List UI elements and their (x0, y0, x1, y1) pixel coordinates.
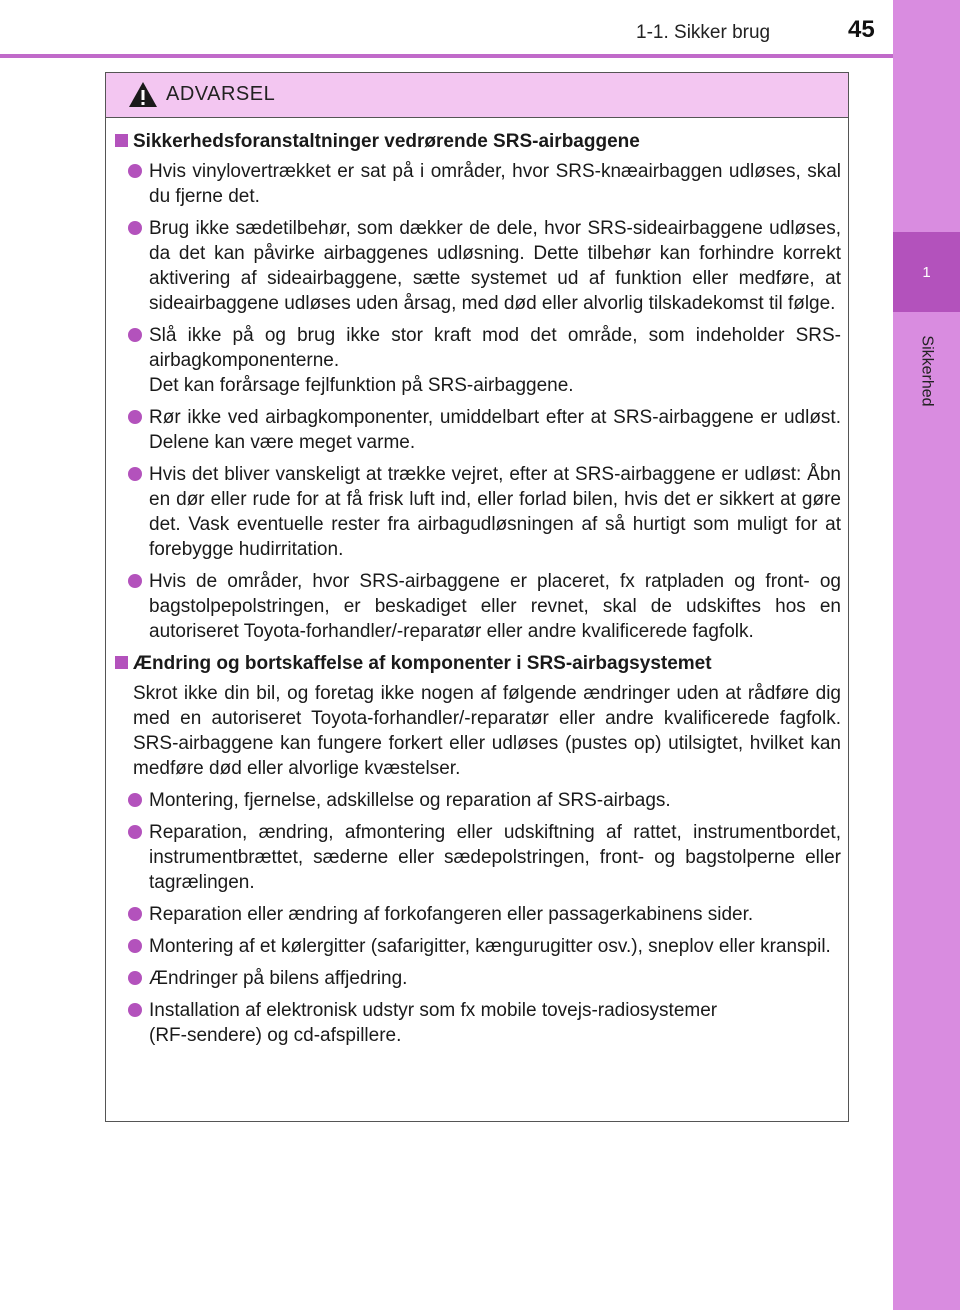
header-rule (0, 54, 893, 58)
list-item: Hvis de områder, hvor SRS-airbaggene er placeret, fx ratpladen og front- og bagstolpepolstringen, er beskadiget eller revnet, skal de udskiftes hos en autoriseret Toyota-forhandler/-reparatør eller andre kvalificerede fagfolk. (113, 569, 841, 644)
chapter-label (893, 322, 960, 420)
list-item: Slå ikke på og brug ikke stor kraft mod det område, som indeholder SRS-airbagkomponenterne. Det kan forårsage fejlfunktion på SRS-airbaggene. (113, 323, 841, 398)
list-item: Montering, fjernelse, adskillelse og reparation af SRS-airbags. (113, 788, 841, 813)
side-tab (893, 0, 960, 1310)
section-heading: Sikkerhedsforanstaltninger vedrørende SRS-airbaggene (113, 129, 841, 154)
round-bullet-icon (128, 907, 142, 921)
list-item: Hvis vinylovertrækket er sat på i områder, hvor SRS-knæairbaggen udløses, skal du fjerne det. (113, 159, 841, 209)
page-number: 45 (848, 16, 875, 43)
chapter-number: 1 (922, 263, 931, 281)
round-bullet-icon (128, 574, 142, 588)
section-intro: Skrot ikke din bil, og foretag ikke nogen af følgende ændringer uden at rådføre dig med en autoriseret Toyota-forhandler/-reparatør eller andre kvalificerede fagfolk. SRS-airbaggene kan fungere forkert eller udløses (pustes op) utilsigtet, hvilket kan medføre død eller alvorlige kvæstelser. (133, 683, 841, 779)
round-bullet-icon (128, 164, 142, 178)
round-bullet-icon (128, 221, 142, 235)
square-bullet-icon (115, 134, 128, 147)
round-bullet-icon (128, 971, 142, 985)
section-heading: Ændring og bortskaffelse af komponenter i SRS-airbagsystemet (113, 651, 841, 676)
list-item: Hvis det bliver vanskeligt at trække vejret, efter at SRS-airbaggene er udløst: Åbn en dør eller rude for at få frisk luft ind, eller forlad bilen, hvis det er sikkert at gøre det. Vask eventuelle rester fra airbagudløsningen af så hurtigt som muligt for at forebygge hudirritation. (113, 462, 841, 562)
chapter-name: Sikkerhed (918, 335, 936, 407)
list-item: Brug ikke sædetilbehør, som dækker de dele, hvor SRS-sideairbaggene udløses, da det kan påvirke airbaggenes udløsning. Dette tilbehør kan forhindre korrekt aktivering af sideairbaggene, sætte systemet ud af funktion eller medføre, at sideairbaggene udløses uden årsag, med død eller alvorlig tilskadekomst til følge. (113, 216, 841, 316)
round-bullet-icon (128, 1003, 142, 1017)
warning-content (113, 129, 841, 1055)
round-bullet-icon (128, 328, 142, 342)
warning-triangle-icon (128, 81, 158, 108)
chapter-title: 1-1. Sikker brug (636, 22, 771, 43)
round-bullet-icon (128, 939, 142, 953)
list-item: Ændringer på bilens affjedring. (113, 966, 841, 991)
warning-header (106, 73, 848, 118)
round-bullet-icon (128, 410, 142, 424)
warning-title: ADVARSEL (166, 83, 276, 105)
list-item: Montering af et kølergitter (safarigitter, kængurugitter osv.), sneplov eller kranspil. (113, 934, 841, 959)
round-bullet-icon (128, 793, 142, 807)
round-bullet-icon (128, 467, 142, 481)
list-item: Rør ikke ved airbagkomponenter, umiddelbart efter at SRS-airbaggene er udløst. Delene kan være meget varme. (113, 405, 841, 455)
chapter-number-box (893, 232, 960, 312)
round-bullet-icon (128, 825, 142, 839)
list-item: Installation af elektronisk udstyr som fx mobile tovejs-radiosystemer (RF-sendere) og cd-afspillere. (113, 998, 841, 1048)
warning-box (105, 72, 849, 1122)
list-item: Reparation, ændring, afmontering eller udskiftning af rattet, instrumentbordet, instrumentbrættet, sæderne eller sædepolstringen, front- og bagstolperne eller tagrælingen. (113, 820, 841, 895)
square-bullet-icon (115, 656, 128, 669)
list-item: Reparation eller ændring af forkofangeren eller passagerkabinens sider. (113, 902, 841, 927)
